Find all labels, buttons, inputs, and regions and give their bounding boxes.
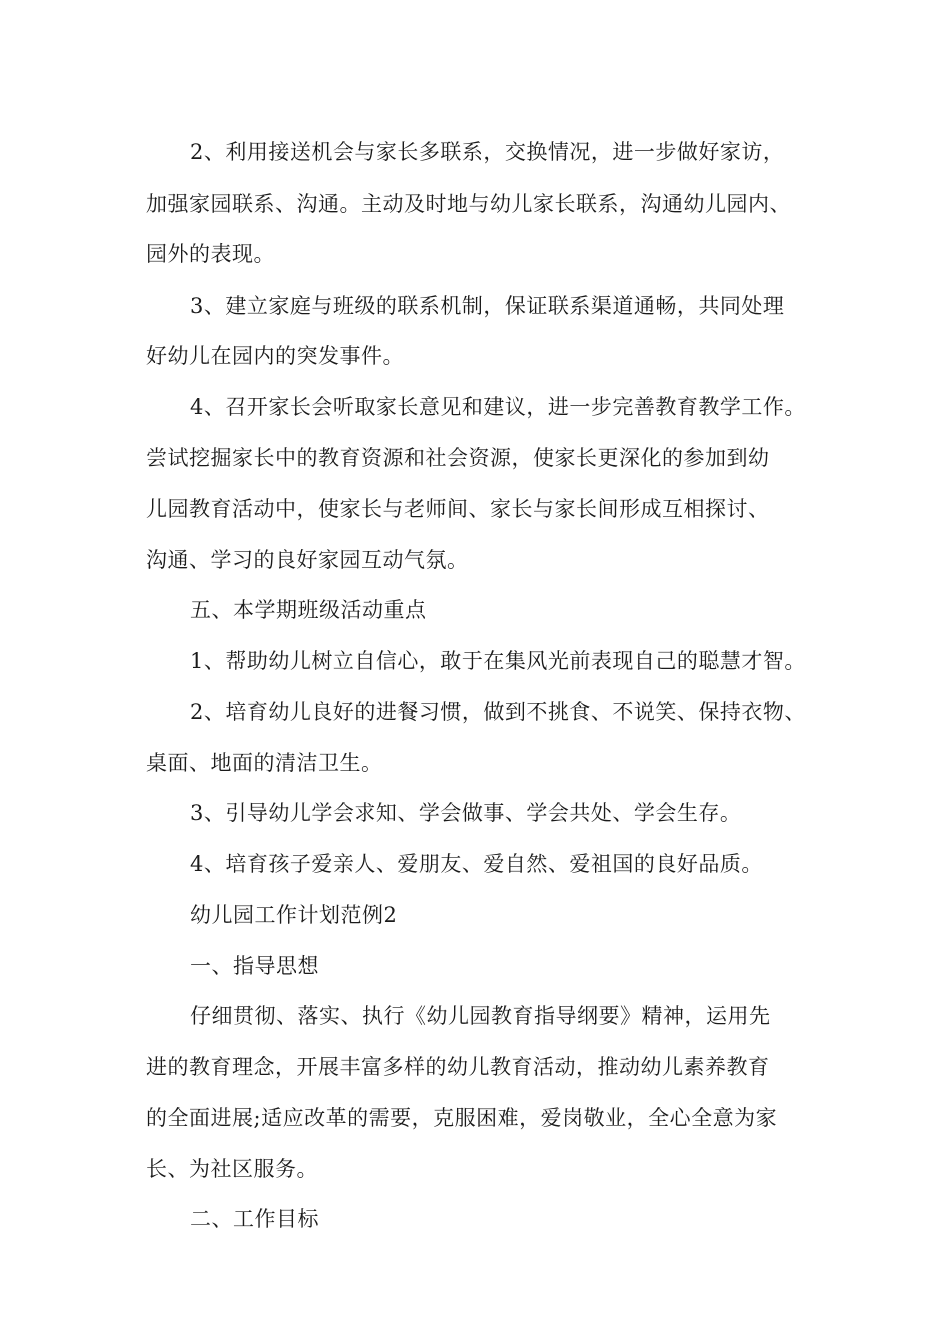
paragraph-line: 长、为社区服务。 bbox=[146, 1157, 318, 1181]
paragraph-line: 3、引导幼儿学会求知、学会做事、学会共处、学会生存。 bbox=[190, 801, 742, 825]
paragraph-line: 2、培育幼儿良好的进餐习惯，做到不挑食、不说笑、保持衣物、 bbox=[190, 700, 806, 724]
paragraph-line: 沟通、学习的良好家园互动气氛。 bbox=[146, 548, 469, 572]
paragraph-line: 4、培育孩子爱亲人、爱朋友、爱自然、爱祖国的良好品质。 bbox=[190, 852, 763, 876]
paragraph-line: 的全面进展;适应改革的需要，克服困难，爱岗敬业，全心全意为家 bbox=[146, 1106, 778, 1130]
paragraph-line: 1、帮助幼儿树立自信心，敢于在集风光前表现自己的聪慧才智。 bbox=[190, 649, 806, 673]
paragraph-line: 加强家园联系、沟通。主动及时地与幼儿家长联系，沟通幼儿园内、 bbox=[146, 192, 791, 216]
paragraph-line: 3、建立家庭与班级的联系机制，保证联系渠道通畅，共同处理 bbox=[190, 294, 785, 318]
paragraph-line: 园外的表现。 bbox=[146, 242, 275, 266]
section-heading: 一、指导思想 bbox=[190, 954, 319, 978]
paragraph-line: 2、利用接送机会与家长多联系，交换情况，进一步做好家访， bbox=[190, 140, 785, 164]
paragraph-line: 好幼儿在园内的突发事件。 bbox=[146, 344, 404, 368]
section-heading: 二、工作目标 bbox=[190, 1207, 319, 1231]
paragraph-line: 桌面、地面的清洁卫生。 bbox=[146, 751, 383, 775]
paragraph-line: 尝试挖掘家长中的教育资源和社会资源，使家长更深化的参加到幼 bbox=[146, 446, 770, 470]
section-heading: 五、本学期班级活动重点 bbox=[190, 598, 427, 622]
paragraph-line: 仔细贯彻、落实、执行《幼儿园教育指导纲要》精神，运用先 bbox=[190, 1004, 771, 1028]
paragraph-line: 4、召开家长会听取家长意见和建议，进一步完善教育教学工作。 bbox=[190, 395, 806, 419]
paragraph-line: 儿园教育活动中，使家长与老师间、家长与家长间形成互相探讨、 bbox=[146, 497, 770, 521]
paragraph-line: 进的教育理念，开展丰富多样的幼儿教育活动，推动幼儿素养教育 bbox=[146, 1055, 770, 1079]
section-title: 幼儿园工作计划范例2 bbox=[190, 903, 398, 927]
